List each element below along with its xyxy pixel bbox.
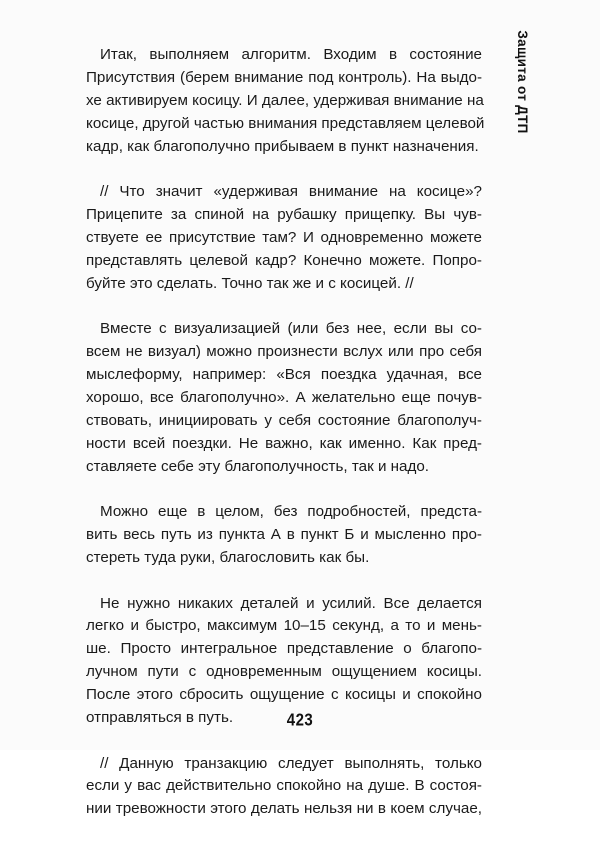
page-number: 423 (286, 710, 314, 731)
text-line: легко и быстро, максимум 10–15 секунд, а то и мень- (86, 617, 482, 635)
running-header-svg (496, 20, 536, 140)
text-line: ствовать, инициировать у себя состояние благополуч- (86, 411, 482, 429)
running-header-text: Защита от ДТП (515, 30, 530, 134)
text-line: мыслеформу, например: «Вся поездка удачная, все (86, 366, 482, 384)
text-line: кадр, как благополучно прибываем в пункт назначения. (86, 137, 479, 155)
running-header (496, 20, 536, 140)
text-line: // Что значит «удерживая внимание на косице»? (100, 183, 482, 201)
text-line: хе активируем косицу. И далее, удерживая внимание на (86, 91, 484, 109)
text-line: лучном пути с одновременным ощущением косицы. (86, 663, 482, 681)
text-line: вить весь путь из пункта А в пункт Б и мысленно про- (86, 526, 482, 544)
text-line: хорошо, все благополучно». А желательно еще почув- (86, 388, 482, 406)
text-line: Присутствия (берем внимание под контроль). На выдо- (86, 68, 482, 86)
paragraph-4 (86, 501, 482, 570)
text-line: Прицепите за спиной на рубашку прищепку. Вы чув- (86, 206, 482, 224)
text-line: Вместе с визуализацией (или без нее, если вы со- (100, 320, 482, 338)
text-line: ности всей поездки. Не важно, как именно. Как пред- (86, 434, 482, 452)
text-line: После этого сбросить ощущение с косицы и спокойно (86, 686, 482, 704)
paragraph-6 (86, 753, 482, 822)
text-line: ше. Просто интегральное представление о благопо- (86, 640, 482, 658)
text-line: ставляете себе эту благополучность, так и надо. (86, 457, 430, 475)
text-line: Не нужно никаких деталей и усилий. Все делается (100, 594, 482, 612)
text-line: буйте это сделать. Точно так же и с косицей. // (86, 274, 414, 292)
paragraph-2 (86, 181, 482, 296)
text-line: // Данную транзакцию следует выполнять, только (100, 754, 482, 772)
paragraph-1 (86, 44, 485, 159)
text-line: представлять целевой кадр? Конечно можете. Попро- (86, 251, 482, 269)
paragraph-5 (86, 593, 482, 730)
text-line: Итак, выполняем алгоритм. Входим в состояние (100, 46, 482, 63)
text-line: если у вас действительно спокойно на душе. В состоя- (86, 777, 482, 795)
text-line: косице, другой частью внимания представляем целевой (86, 114, 485, 132)
text-line: всем не визуал) можно произнести вслух или про себя (86, 343, 482, 361)
text-line: Можно еще в целом, без подробностей, предста- (100, 503, 482, 521)
text-line: стереть туда руки, благословить как бы. (86, 549, 370, 566)
paragraph-3 (86, 318, 482, 478)
text-line: нии тревожности этого делать нельзя ни в коем случае, (86, 800, 482, 818)
text-line: ствуете ее присутствие там? И одновременно можете (86, 228, 482, 246)
text-line: отправляться в путь. (86, 709, 234, 727)
